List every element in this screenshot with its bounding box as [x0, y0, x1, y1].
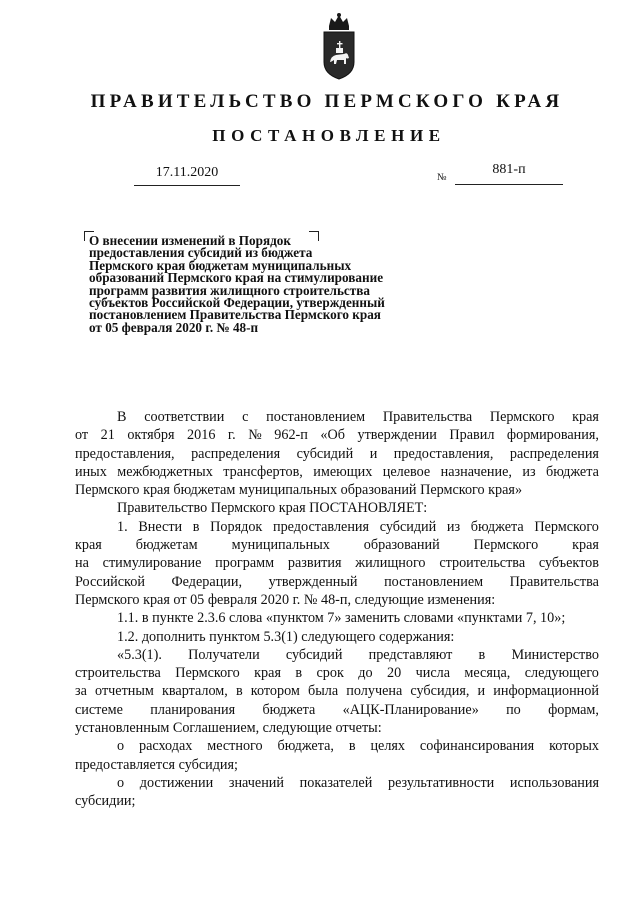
subject-line: Пермского края бюджетам муниципальных [89, 257, 352, 273]
text-line: о расходах местного бюджета, в целях софинансирования которых [117, 738, 599, 755]
subject-line: субъектов Российской Федерации, утвержденный [89, 295, 385, 311]
text-line: Правительство Пермского края ПОСТАНОВЛЯЕТ: [117, 500, 428, 517]
bullet-2-paragraph [75, 774, 599, 811]
text-line: края бюджетам муниципальных образований Пермского края [75, 537, 599, 554]
bullet-1-paragraph [75, 737, 599, 774]
text-line: иных межбюджетных трансфертов, имеющих целевое назначение, из бюджета [75, 463, 599, 480]
text-line: предоставляется субсидия; [75, 756, 238, 773]
text-line: на стимулирование программ развития жилищного строительства субъектов [75, 555, 599, 572]
text-line: Пермского края от 05 февраля 2020 г. № 48-п, следующие изменения: [75, 591, 496, 608]
text-line: предоставления, распределения субсидий и предоставления, распределения [75, 445, 599, 462]
subject-line: от 05 февраля 2020 г. № 48-п [89, 319, 259, 335]
text-line: о достижении значений показателей результативности использования [117, 774, 599, 791]
coat-of-arms-emblem [319, 12, 359, 82]
subject-line: программ развития жилищного строительства [89, 282, 370, 298]
government-title: ПРАВИТЕЛЬСТВО ПЕРМСКОГО КРАЯ [90, 91, 564, 112]
subject-line: постановлением Правительства Пермского края [89, 307, 381, 323]
document-type: ПОСТАНОВЛЕНИЕ [212, 126, 446, 145]
text-line: субсидии; [75, 793, 136, 810]
text-line: установленным Соглашением, следующие отчеты: [75, 720, 382, 737]
text-line: 1. Внести в Порядок предоставления субсидий из бюджета Пермского [117, 518, 599, 535]
text-line: системе планирования бюджета «АЦК-Планирование» по формам, [75, 701, 599, 718]
subject-line: предоставления субсидий из бюджета [89, 245, 313, 261]
text-line: за отчетным кварталом, в котором была получена субсидия, и информационной [75, 683, 599, 700]
text-line: 1.2. дополнить пунктом 5.3(1) следующего содержания: [117, 628, 455, 645]
text-line: Пермского края бюджетам муниципальных образований Пермского края» [75, 482, 523, 499]
item-5-3-paragraph [75, 646, 599, 737]
document-date: 17.11.2020 [134, 165, 240, 186]
document-number: 881-п [455, 162, 563, 185]
text-line: от 21 октября 2016 г. № 962-п «Об утверждении Правил формирования, [75, 427, 599, 444]
item-1-1-paragraph [75, 609, 599, 627]
text-line: Российской Федерации, утвержденный постановлением Правительства [75, 573, 599, 590]
text-line: В соответствии с постановлением Правительства Пермского края [117, 409, 599, 425]
document-body [75, 408, 599, 811]
number-label: № [437, 172, 447, 183]
subject-line: образований Пермского края на стимулирование [89, 270, 384, 286]
text-line: «5.3(1). Получатели субсидий представляют в Министерство [117, 646, 599, 663]
document-subject [89, 235, 449, 334]
preamble-paragraph [75, 408, 599, 499]
text-line: 1.1. в пункте 2.3.6 слова «пунктом 7» заменить словами «пунктами 7, 10»; [117, 610, 566, 627]
resolves-paragraph [75, 499, 599, 517]
item-1-paragraph [75, 518, 599, 609]
item-1-2-paragraph [75, 628, 599, 646]
subject-line: О внесении изменений в Порядок [89, 233, 291, 248]
text-line: строительства Пермского края в срок до 20 числа месяца, следующего [75, 665, 599, 682]
